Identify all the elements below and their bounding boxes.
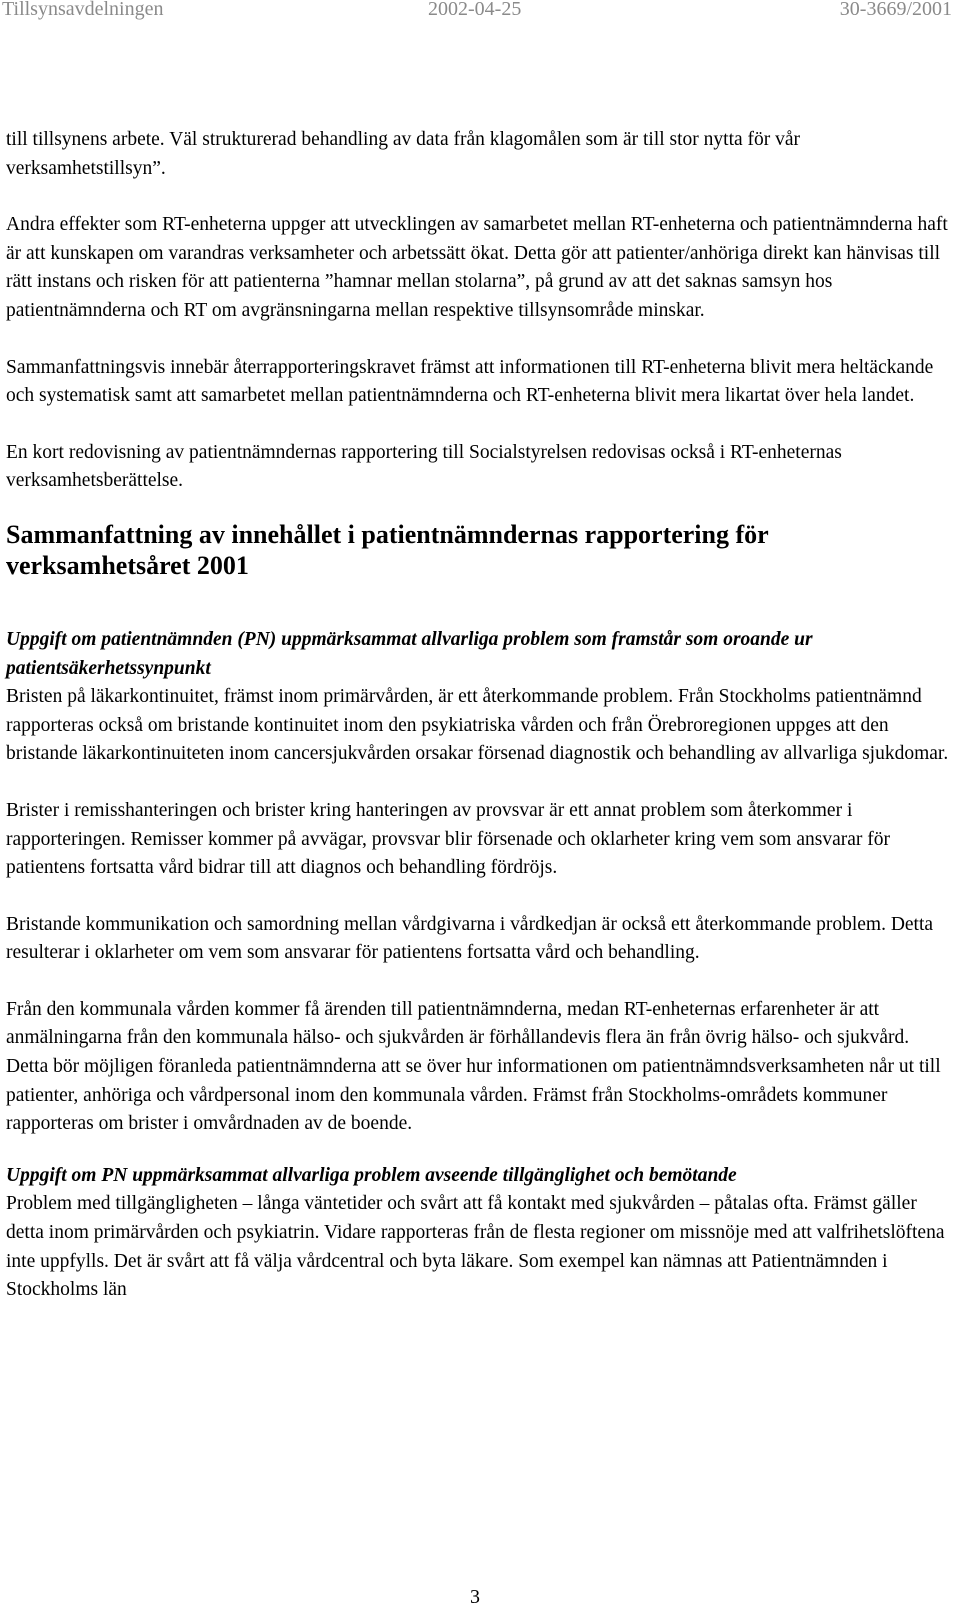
paragraph-report-note: En kort redovisning av patientnämndernas rapportering till Socialstyrelsen redovisas också i RT-enheternas verksamhetsberättelse. (6, 441, 842, 492)
header-date: 2002-04-25 (428, 0, 522, 20)
section-heading: Sammanfattning av innehållet i patientnämndernas rapportering för verksamhetsåret 2001 (6, 519, 769, 580)
document-body (6, 126, 950, 1305)
page-number: 3 (470, 1586, 480, 1608)
paragraph-communication: Bristande kommunikation och samordning mellan vårdgivarna i vårdkedjan är också ett återkommande problem. Detta resulterar i oklarheter om vem som ansvarar för patientens fortsatta vård och behandling. (6, 913, 934, 964)
paragraph-municipal-care: Från den kommunala vården kommer få ärenden till patientnämnderna, medan RT-enheternas erfarenheter är att anmälningarna från den kommunala hälso- och sjukvården är förhållandevis flera än från övrig hälso- och sjukvård. Detta bör möjligen föranleda patientnämnderna att se över hur informationen om patientnämndsverksamheten når ut till patienter, anhöriga och vårdpersonal inom den kommunala vården. Främst från Stockholms-områdets kommuner rapporteras om brister i omvårdnaden av de boende. (6, 998, 941, 1135)
paragraph-referrals: Brister i remisshanteringen och brister kring hanteringen av provsvar är ett annat problem som återkommer i rapporteringen. Remisser kommer på avvägar, provsvar blir försenade och oklarheter kring vem som ansvarar för patientens fortsatta vård bidrar till att diagnos och behandling fördröjs. (6, 799, 890, 879)
header-reference: 30-3669/2001 (839, 0, 952, 20)
paragraph-effects: Andra effekter som RT-enheterna uppger att utvecklingen av samarbetet mellan RT-enheterna och patientnämnderna haft är att kunskapen om varandras verksamheter och arbetssätt ökat. Detta gör att patienter/anhöriga direkt kan hänvisas till rätt instans och risken för att patienterna ”hamnar mellan stolarna”, på grund av att det saknas samsyn hos patientnämnderna och RT om avgränsningarna mellan respektive tillsynsområde minskar. (6, 214, 948, 321)
paragraph-accessibility: Problem med tillgängligheten – långa väntetider och svårt att få kontakt med sjukvården – påtalas ofta. Främst gäller detta inom primärvården och psykiatrin. Vidare rapporteras från de flesta regioner om missnöje med att valfrihetslöftena inte uppfylls. Det är svårt att få välja vårdcentral och byta läkare. Som exempel kan nämnas att Patientnämnden i Stockholms län (6, 1193, 945, 1301)
paragraph-continuation: till tillsynens arbete. Väl strukturerad behandling av data från klagomålen som är till stor nytta för vår verksamhetstillsyn”. (6, 129, 801, 179)
paragraph-summary: Sammanfattningsvis innebär återrapporteringskravet främst att informationen till RT-enheterna blivit mera heltäckande och systematisk samt att samarbetet mellan patientnämnderna och RT-enheterna blivit mera likartat över hela landet. (6, 356, 934, 407)
page-header (0, 0, 960, 28)
paragraph-continuity: Bristen på läkarkontinuitet, främst inom primärvården, är ett återkommande problem. Från Stockholms patientnämnd rapporteras också om bristande kontinuitet inom den psykiatriska vården och från Örebroregionen uppges att den bristande läkarkontinuiteten inom cancersjukvården orsakar försenad diagnostik och behandling av allvarliga sjukdomar. (6, 686, 949, 765)
subheading-accessibility: Uppgift om PN uppmärksammat allvarliga problem avseende tillgänglighet och bemötande (6, 1164, 737, 1186)
header-department: Tillsynsavdelningen (2, 0, 164, 20)
subheading-patient-safety: Uppgift om patientnämnden (PN) uppmärksammat allvarliga problem som framstår som oroande ur patientsäkerhetssynpunkt (6, 628, 813, 679)
